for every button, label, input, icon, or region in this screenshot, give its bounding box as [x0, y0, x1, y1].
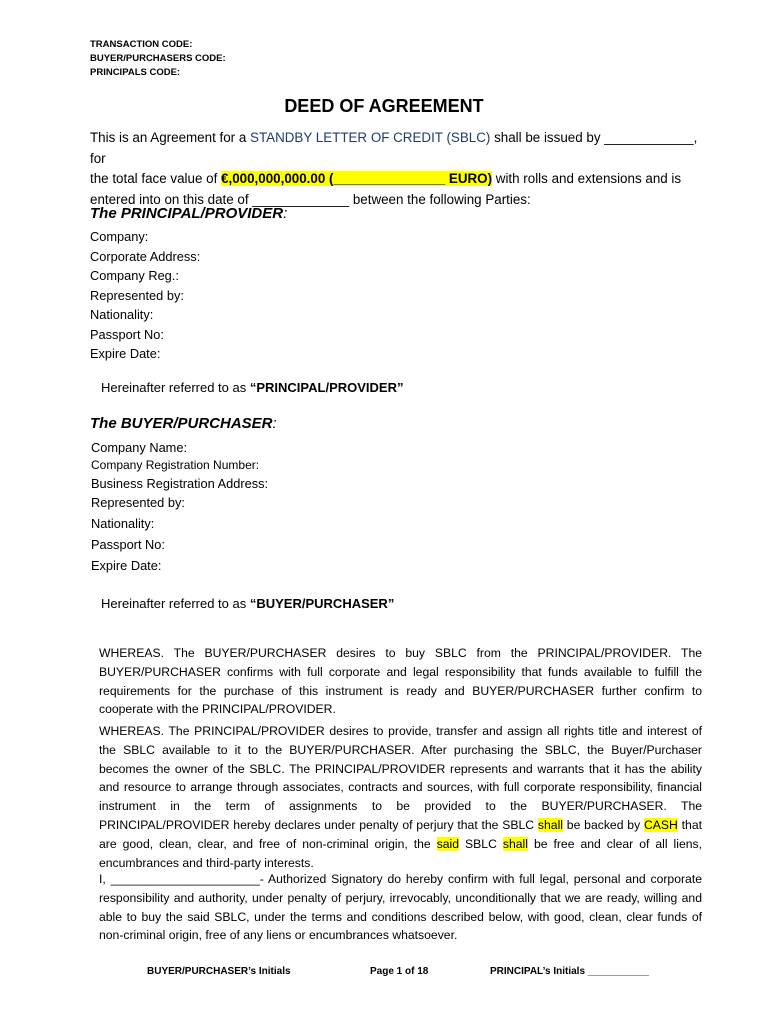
whereas-paragraph-1: WHEREAS. The BUYER/PURCHASER desires to buy SBLC from the PRINCIPAL/PROVIDER. The BUYER/PURCHASER confirms with full corporate and legal responsibility that funds available to fulfill the requirements for the purchase of this instrument is ready and BUYER/PURCHASER further confirm to cooperate with the PRINCIPAL/PROVIDER. [99, 646, 702, 717]
field-label: Corporate Address: [90, 248, 201, 264]
intro-text-1: This is an Agreement for a [90, 130, 251, 145]
field-label: Expire Date: [90, 346, 161, 361]
principal-fields [90, 229, 200, 366]
principals-code-label: PRINCIPALS CODE: [90, 67, 181, 78]
whereas2-text-b: be backed by [563, 817, 644, 832]
sblc-term: STANDBY LETTER OF CREDIT (SBLC) [250, 130, 491, 145]
buyer-heading-text: The BUYER/PURCHASER [90, 415, 273, 432]
buyer-heading [90, 415, 277, 432]
field-label: Passport No: [90, 326, 164, 342]
intro-text-2: shall be issued by ____________, for [90, 130, 698, 166]
intro-text-4: with rolls and extensions and is [492, 171, 682, 186]
intro-text-3: the total face value of [90, 171, 222, 186]
buyer-code-label: BUYER/PURCHASERS CODE: [90, 53, 226, 64]
transaction-code-label: TRANSACTION CODE: [90, 39, 193, 50]
intro-text-5: entered into on this date of _____________ between the following Parties: [90, 191, 531, 207]
buyer-initials-footer: BUYER/PURCHASER’s Initials [147, 966, 291, 977]
field-label: Business Registration Address: [91, 476, 269, 491]
buyer-ref-name: “BUYER/PURCHASER” [249, 596, 395, 611]
buyer-reference [101, 596, 394, 611]
page-title: DEED OF AGREEMENT [284, 96, 484, 116]
highlight-shall: shall [537, 817, 563, 832]
whereas2-text-c: that are good, clean, clear, and free of non-criminal origin, the [99, 817, 702, 851]
field-label: Nationality: [90, 307, 154, 322]
whereas2-text-a: WHEREAS. The PRINCIPAL/PROVIDER desires to provide, transfer and assign all rights title and interest of the SBLC available to it to the BUYER/PURCHASER. After purchasing the SBLC, the Buyer/Purchaser becomes the owner of the SBLC. The PRINCIPAL/PROVIDER represents and warrants that it has the ability and resource to arrange through associates, contracts and sources, with full corporate responsibility, financial instrument in the term of assignments to be provided to the BUYER/PURCHASER. The PRINCIPAL/PROVIDER hereby declares under penalty of perjury that the SBLC [99, 724, 702, 832]
field-label: Passport No: [91, 537, 165, 552]
principal-heading-text: The PRINCIPAL/PROVIDER [90, 205, 284, 222]
field-label: Represented by: [90, 287, 184, 303]
highlight-shall: shall [502, 836, 528, 851]
principal-initials-footer: PRINCIPAL’s Initials ___________ [490, 966, 649, 977]
signatory-paragraph: I, ______________________- Authorized Signatory do hereby confirm with full legal, personal and corporate responsibility and authority, under penalty of perjury, irrevocably, unconditionally that we are ready, willing and able to buy the said SBLC, under the terms and conditions described below, with good, clean, clear funds of non-criminal origin, free of any liens or encumbrances whatsoever. [99, 872, 702, 943]
buyer-ref-prefix: Hereinafter referred to as [101, 596, 250, 611]
highlight-said: said [436, 836, 460, 851]
field-label: Company: [90, 229, 149, 244]
header-codes [90, 38, 226, 80]
field-label: Represented by: [91, 495, 185, 510]
field-label: Company Reg.: [90, 268, 179, 283]
principal-ref-name: “PRINCIPAL/PROVIDER” [249, 380, 404, 395]
whereas2-text-e: be free and clear of all liens, encumbrances and third-party interests. [99, 836, 702, 870]
whereas-paragraph-2 [99, 722, 702, 872]
principal-heading [90, 205, 287, 222]
page-number: Page 1 of 18 [370, 966, 429, 977]
principal-ref-prefix: Hereinafter referred to as [101, 380, 250, 395]
field-label: Expire Date: [91, 558, 162, 573]
whereas2-text-d: SBLC [459, 836, 503, 851]
intro-paragraph [90, 128, 706, 210]
field-label: Company Registration Number: [91, 458, 260, 472]
buyer-fields [91, 440, 268, 579]
field-label: Nationality: [91, 516, 155, 531]
face-value-amount: €,000,000,000.00 (_______________ EURO) [221, 171, 493, 186]
principal-heading-colon: : [283, 205, 288, 222]
principal-reference [101, 380, 403, 395]
buyer-heading-colon: : [272, 415, 277, 432]
field-label: Company Name: [91, 440, 188, 455]
highlight-cash: CASH [643, 817, 678, 832]
